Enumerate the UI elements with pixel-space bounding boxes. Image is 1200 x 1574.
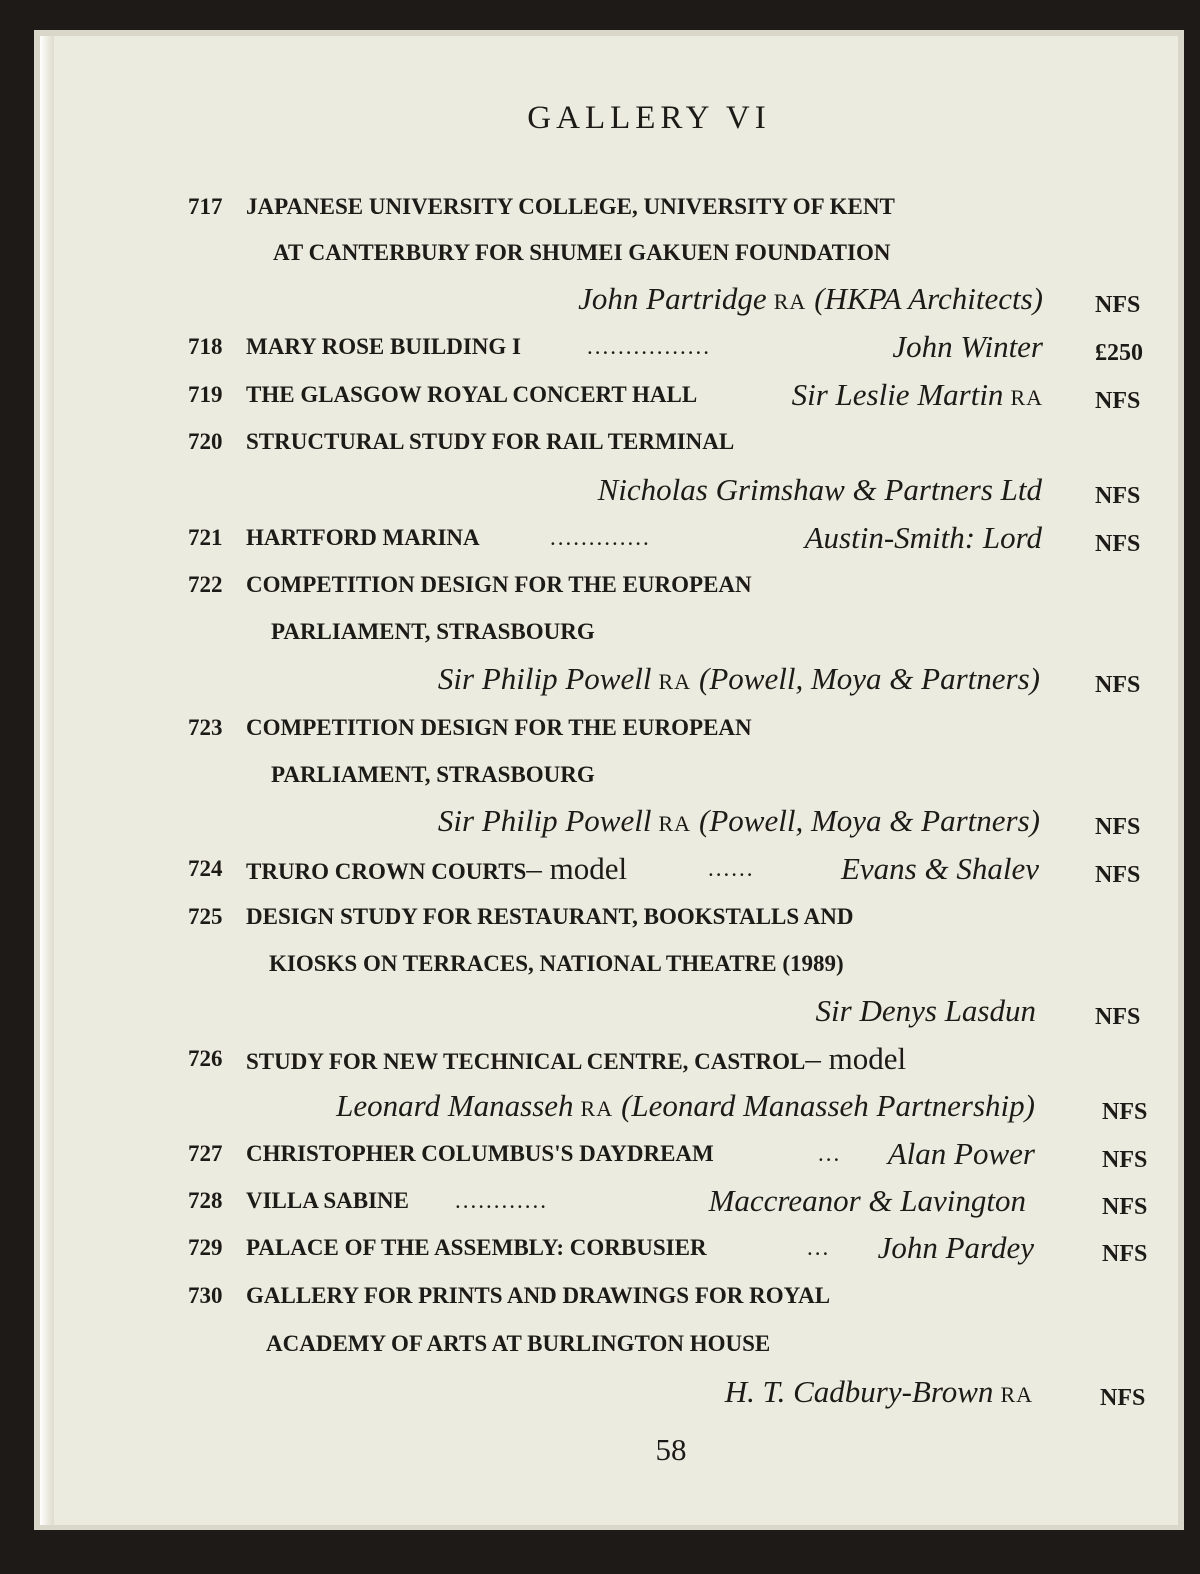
- dot-leader: ............: [455, 1188, 548, 1213]
- entry-title: PALACE OF THE ASSEMBLY: CORBUSIER: [246, 1235, 707, 1260]
- entry-price: NFS: [1095, 672, 1141, 698]
- entry-artist: Sir Leslie Martin RA: [791, 377, 1043, 412]
- entry-title: CHRISTOPHER COLUMBUS'S DAYDREAM: [246, 1141, 714, 1166]
- ra-label: RA: [1000, 1382, 1033, 1407]
- entry-722-line-1: [40, 562, 1178, 608]
- entry-title: DESIGN STUDY FOR RESTAURANT, BOOKSTALLS AND: [246, 904, 854, 929]
- entry-723-line-2: [40, 752, 1178, 798]
- entry-title: STUDY FOR NEW TECHNICAL CENTRE, CASTROL– model: [246, 1041, 907, 1076]
- entry-717-line-2: [40, 230, 1178, 276]
- entry-725-line-3: [40, 988, 1178, 1034]
- entry-price: NFS: [1102, 1194, 1148, 1220]
- entry-title-continued: PARLIAMENT, STRASBOURG: [271, 619, 595, 644]
- catalogue-page: [40, 36, 1178, 1525]
- entry-title: HARTFORD MARINA: [246, 525, 480, 550]
- entry-number: 727: [188, 1141, 223, 1166]
- entry-title: MARY ROSE BUILDING I: [246, 334, 522, 359]
- gallery-title: GALLERY VI: [527, 100, 771, 136]
- entry-price: NFS: [1095, 292, 1141, 318]
- entry-artist: Sir Philip Powell RA (Powell, Moya & Partners): [437, 661, 1040, 696]
- entry-title-continued: PARLIAMENT, STRASBOURG: [271, 762, 595, 787]
- entry-title-continued: AT CANTERBURY FOR SHUMEI GAKUEN FOUNDATION: [273, 240, 891, 265]
- entry-718: [40, 324, 1178, 370]
- entry-725-line-1: [40, 894, 1178, 940]
- entry-719: [40, 372, 1178, 418]
- entry-price: NFS: [1100, 1385, 1146, 1411]
- entry-number: 730: [188, 1283, 223, 1308]
- entry-725-line-2: [40, 941, 1178, 987]
- entry-726-line-2: [40, 1083, 1178, 1129]
- entry-number: 721: [188, 525, 223, 550]
- entry-price: NFS: [1095, 531, 1141, 557]
- entry-price: NFS: [1095, 388, 1141, 414]
- entry-price: NFS: [1102, 1147, 1148, 1173]
- entry-730-line-1: [40, 1273, 1178, 1319]
- entry-717-line-3: [40, 276, 1178, 322]
- entry-721: [40, 515, 1178, 561]
- page-number: 58: [655, 1432, 687, 1467]
- entry-727: [40, 1131, 1178, 1177]
- entry-artist: Alan Power: [887, 1136, 1035, 1171]
- entry-720-line-1: [40, 419, 1178, 465]
- entry-728: [40, 1178, 1178, 1224]
- dot-leader: ......: [708, 856, 755, 881]
- entry-title: COMPETITION DESIGN FOR THE EUROPEAN: [246, 572, 752, 597]
- dot-leader: .............: [550, 525, 651, 550]
- entry-726-line-1: [40, 1036, 1178, 1082]
- entry-price: NFS: [1095, 814, 1141, 840]
- entry-title: TRURO CROWN COURTS– model: [246, 851, 628, 886]
- entry-title: COMPETITION DESIGN FOR THE EUROPEAN: [246, 715, 752, 740]
- entry-artist: Sir Denys Lasdun: [815, 993, 1036, 1028]
- entry-artist: Leonard Manasseh RA (Leonard Manasseh Partnership): [336, 1088, 1035, 1123]
- ra-label: RA: [1010, 385, 1043, 410]
- entry-number: 726: [188, 1046, 223, 1071]
- dot-leader: ................: [587, 334, 711, 359]
- entry-730-line-3: [40, 1369, 1178, 1415]
- entry-717-line-1: [40, 184, 1178, 230]
- entry-number: 720: [188, 429, 223, 454]
- entry-price: NFS: [1102, 1241, 1148, 1267]
- entry-firm: (Powell, Moya & Partners): [699, 803, 1040, 838]
- entry-artist: Nicholas Grimshaw & Partners Ltd: [597, 472, 1042, 507]
- entry-724: [40, 846, 1178, 892]
- entry-artist: Maccreanor & Lavington: [708, 1183, 1026, 1218]
- entry-artist: H. T. Cadbury-Brown RA: [724, 1374, 1033, 1409]
- entry-title: GALLERY FOR PRINTS AND DRAWINGS FOR ROYAL: [246, 1283, 831, 1308]
- entry-firm: (Powell, Moya & Partners): [699, 661, 1040, 696]
- entry-729: [40, 1225, 1178, 1271]
- model-label: – model: [526, 851, 628, 886]
- ra-label: RA: [658, 669, 692, 694]
- entry-title: JAPANESE UNIVERSITY COLLEGE, UNIVERSITY OF KENT: [246, 194, 895, 219]
- entry-artist: John Pardey: [877, 1230, 1034, 1265]
- entry-price: £250: [1095, 340, 1143, 366]
- entry-firm: (HKPA Architects): [814, 281, 1043, 316]
- entry-firm: (Leonard Manasseh Partnership): [621, 1088, 1035, 1123]
- entry-730-line-2: [40, 1321, 1178, 1367]
- entry-title-continued: ACADEMY OF ARTS AT BURLINGTON HOUSE: [266, 1331, 771, 1356]
- entry-title-continued: KIOSKS ON TERRACES, NATIONAL THEATRE (1989): [269, 951, 844, 976]
- entry-number: 729: [188, 1235, 223, 1260]
- ra-label: RA: [658, 811, 692, 836]
- entry-price: NFS: [1095, 1004, 1141, 1030]
- model-label: – model: [805, 1041, 907, 1076]
- entry-artist: Austin-Smith: Lord: [804, 520, 1042, 555]
- entry-720-line-2: [40, 467, 1178, 513]
- dot-leader: ...: [807, 1235, 831, 1260]
- entry-number: 724: [188, 856, 223, 881]
- entry-722-line-3: [40, 656, 1178, 702]
- entry-artist: Sir Philip Powell RA (Powell, Moya & Partners): [437, 803, 1040, 838]
- entry-number: 728: [188, 1188, 223, 1213]
- entry-723-line-3: [40, 798, 1178, 844]
- entry-artist: John Partridge RA (HKPA Architects): [578, 281, 1043, 316]
- entry-number: 723: [188, 715, 223, 740]
- entry-number: 717: [188, 194, 223, 219]
- entry-price: NFS: [1095, 862, 1141, 888]
- entry-title: THE GLASGOW ROYAL CONCERT HALL: [246, 382, 698, 407]
- entry-number: 718: [188, 334, 223, 359]
- entry-price: NFS: [1102, 1099, 1148, 1125]
- entry-title: VILLA SABINE: [246, 1188, 409, 1213]
- entry-title: STRUCTURAL STUDY FOR RAIL TERMINAL: [246, 429, 735, 454]
- entry-artist: Evans & Shalev: [840, 851, 1039, 886]
- entry-artist: John Winter: [892, 329, 1043, 364]
- entry-723-line-1: [40, 705, 1178, 751]
- entry-price: NFS: [1095, 483, 1141, 509]
- entry-number: 725: [188, 904, 223, 929]
- entry-722-line-2: [40, 609, 1178, 655]
- entry-number: 722: [188, 572, 223, 597]
- ra-label: RA: [773, 289, 807, 314]
- dot-leader: ...: [818, 1141, 842, 1166]
- ra-label: RA: [580, 1096, 614, 1121]
- entry-number: 719: [188, 382, 223, 407]
